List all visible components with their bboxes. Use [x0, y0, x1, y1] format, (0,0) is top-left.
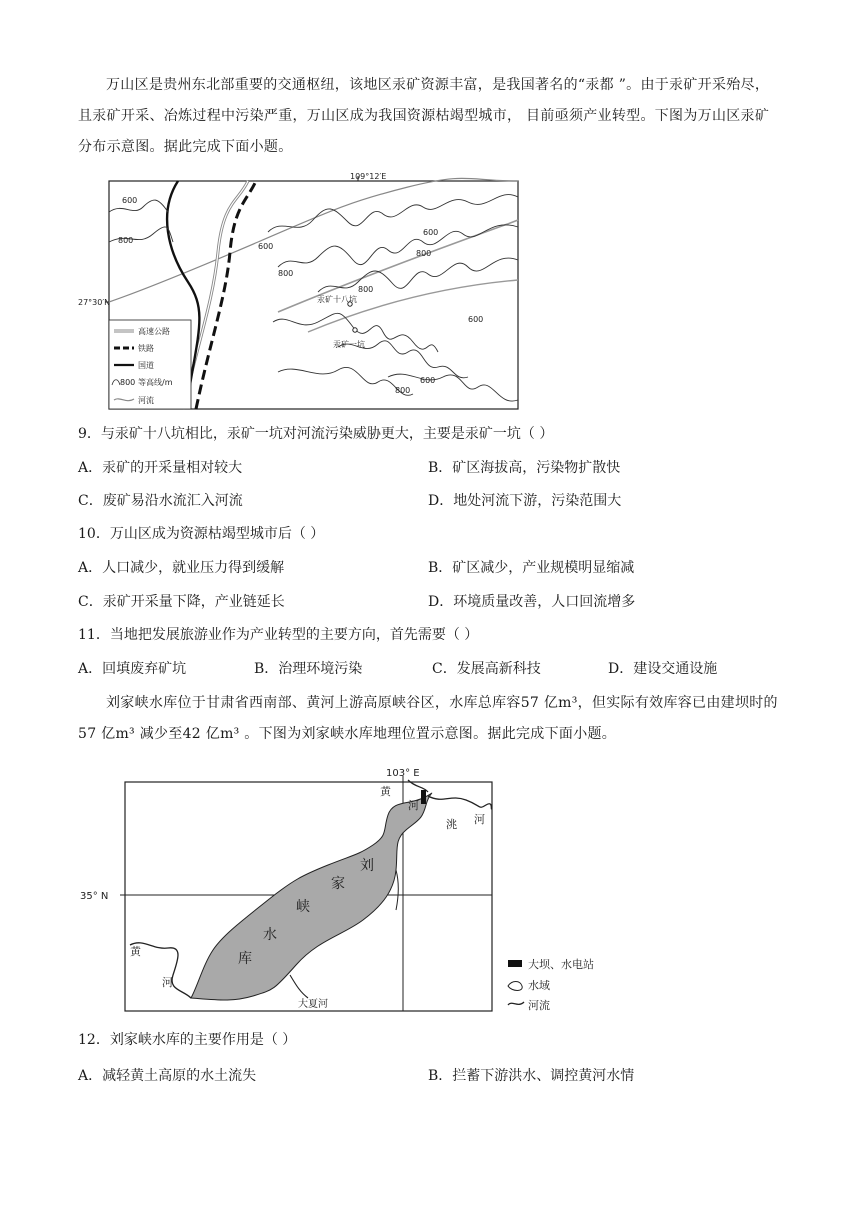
legend-river-label: 河流 [138, 396, 154, 405]
passage-2: 刘家峡水库位于甘肃省西南部、黄河上游高原峡谷区，水库总库容57 亿m³，但实际有效库容已由建坝时的57 亿m³ 减少至42 亿m³ 。下图为刘家峡水库地理位置示意图。据此完成下面小题。 [78, 695, 778, 742]
question-12-option-a[interactable]: A．减轻黄土高原的水土流失 [78, 1068, 257, 1084]
legend-railway-label: 铁路 [138, 344, 154, 353]
map1-legend [109, 320, 191, 409]
daxia-river-label: 大夏河 [298, 999, 328, 1010]
wanshan-mine-map [78, 172, 548, 412]
mine-pit-18-label: 汞矿十八坑 [317, 295, 357, 304]
legend-national-road-label: 国道 [138, 361, 154, 370]
yellow-river-top-char-2: 河 [408, 799, 419, 812]
legend-river-label: 河流 [528, 999, 550, 1012]
contour-label: 600 [468, 315, 484, 324]
map1-lat-label: 27°30′N [78, 298, 111, 307]
contour-label: 800 [358, 285, 374, 294]
map2-legend [508, 957, 594, 1012]
yellow-river-top-char-1: 黄 [380, 785, 391, 798]
reservoir-label-char-2: 家 [331, 876, 345, 892]
question-9-option-b[interactable]: B．矿区海拔高，污染物扩散快 [428, 460, 621, 476]
yellow-river-bottom-char-1: 黄 [130, 945, 141, 958]
question-10-option-a[interactable]: A．人口减少，就业压力得到缓解 [78, 560, 285, 576]
mine-pit-1-label: 汞矿一坑 [333, 340, 365, 349]
dam-marker [421, 790, 426, 804]
tao-river-char-1: 洮 [446, 818, 457, 831]
question-9-option-a[interactable]: A．汞矿的开采量相对较大 [78, 460, 243, 476]
mine-pit-1-marker [353, 328, 357, 332]
question-12-option-b[interactable]: B．拦蓄下游洪水、调控黄河水情 [428, 1068, 635, 1084]
question-9-option-d[interactable]: D．地处河流下游，污染范围大 [428, 493, 622, 509]
contour-label: 800 [118, 236, 134, 245]
question-11-option-b[interactable]: B．治理环境污染 [254, 661, 363, 677]
tao-river-char-2: 河 [474, 813, 485, 826]
question-11-option-d[interactable]: D．建设交通设施 [608, 661, 718, 677]
map2-lat-label: 35° N [80, 891, 109, 902]
question-9-stem: 9．与汞矿十八坑相比，汞矿一坑对河流污染威胁更大，主要是汞矿一坑（ ） [78, 426, 554, 442]
question-10-option-b[interactable]: B．矿区减少，产业规模明显缩减 [428, 560, 635, 576]
question-10-stem: 10．万山区成为资源枯竭型城市后（ ） [78, 526, 325, 542]
map1-lon-label: 109°12′E [350, 172, 387, 181]
question-10-option-d[interactable]: D．环境质量改善，人口回流增多 [428, 594, 636, 610]
map2-lon-label: 103° E [386, 768, 420, 779]
legend-contour-value: 800 [120, 378, 136, 387]
legend-water-label: 水域 [528, 979, 550, 992]
question-11-option-c[interactable]: C．发展高新科技 [432, 661, 541, 677]
legend-contour-label: 等高线/m [138, 378, 173, 387]
question-10-option-c[interactable]: C．汞矿开采量下降，产业链延长 [78, 594, 285, 610]
question-9-option-c[interactable]: C．废矿易沿水流汇入河流 [78, 493, 243, 509]
yellow-river-bottom-char-2: 河 [162, 976, 173, 989]
question-11-option-a[interactable]: A．回填废弃矿坑 [78, 661, 187, 677]
contour-label: 800 [278, 269, 294, 278]
passage-1: 万山区是贵州东北部重要的交通枢纽，该地区汞矿资源丰富，是我国著名的“汞都 ”。由于汞矿开采殆尽，且汞矿开采、冶炼过程中污染严重，万山区成为我国资源枯竭型城市， 目前亟须产业转型。下图为万山区汞矿分布示意图。据此完成下面小题。 [78, 77, 770, 155]
contour-label: 800 [416, 249, 432, 258]
question-11-stem: 11．当地把发展旅游业作为产业转型的主要方向，首先需要（ ） [78, 627, 479, 643]
contour-label: 600 [122, 196, 138, 205]
contour-label: 800 [395, 386, 411, 395]
question-12-stem: 12．刘家峡水库的主要作用是（ ） [78, 1032, 297, 1048]
liujiaxia-reservoir-map [78, 760, 618, 1022]
contour-label: 600 [420, 376, 436, 385]
contour-label: 600 [423, 228, 439, 237]
legend-highway-label: 高速公路 [138, 327, 170, 336]
legend-dam-label: 大坝、水电站 [528, 958, 594, 971]
reservoir-label-char-3: 峡 [296, 899, 310, 915]
reservoir-label-char-4: 水 [263, 927, 277, 943]
contour-label: 600 [258, 242, 274, 251]
reservoir-label-char-5: 库 [238, 951, 252, 967]
reservoir-label-char-1: 刘 [360, 858, 374, 874]
